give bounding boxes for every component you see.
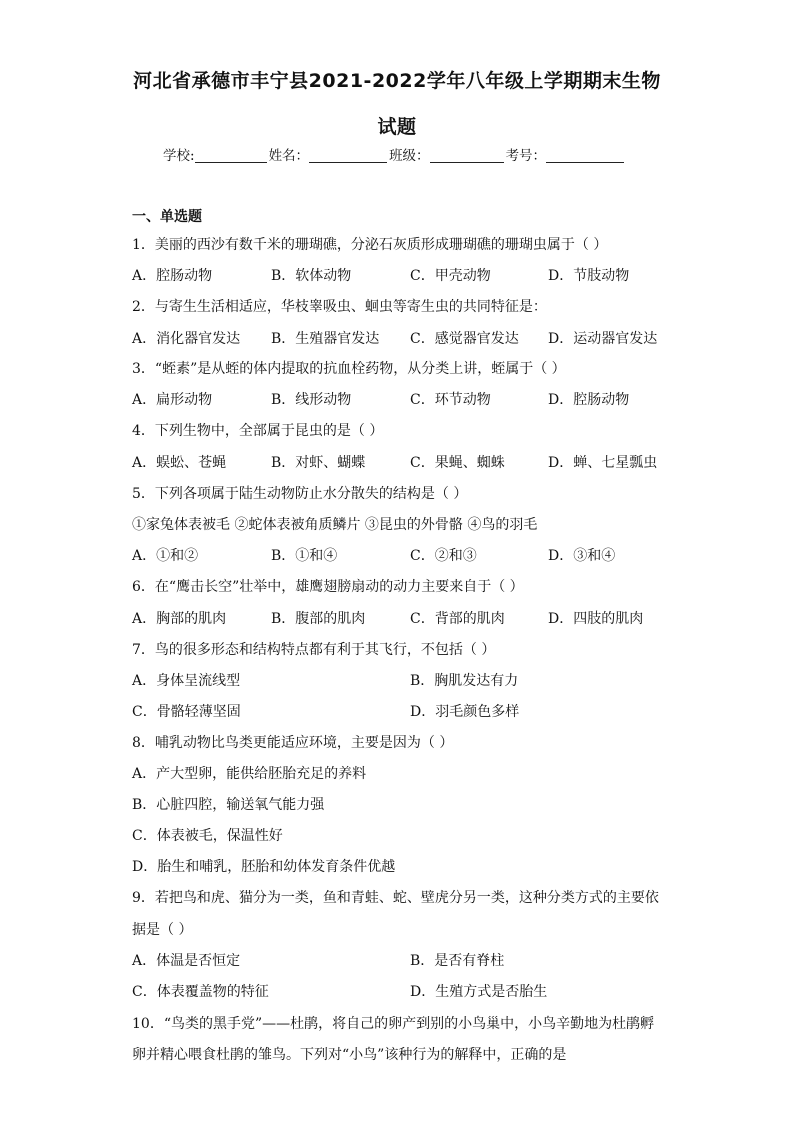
- question-9-stem-line-1: 9．若把鸟和虎、猫分为一类，鱼和青蛙、蛇、壁虎分另一类，这种分类方式的主要依: [132, 890, 659, 906]
- option-b: B．线形动物: [271, 392, 352, 408]
- question-4-stem: 4．下列生物中，全部属于昆虫的是（ ）: [132, 423, 384, 439]
- option-a: A．体温是否恒定: [132, 953, 241, 969]
- option-c: C．环节动物: [410, 392, 491, 408]
- question-2-options: [132, 328, 672, 348]
- exam-title-line-2: 试题: [377, 116, 417, 138]
- question-8-option-d: D．胎生和哺乳，胚胎和幼体发育条件优越: [132, 859, 396, 875]
- option-c: C．②和③: [410, 548, 477, 564]
- option-c: C．果蝇、蜘蛛: [410, 455, 505, 471]
- question-10-stem-line-1: 10．“鸟类的黑手党”——杜鹃，将自己的卵产到别的小鸟巢中，小鸟辛勤地为杜鹃孵: [132, 1016, 655, 1032]
- option-d: D．腔肠动物: [548, 392, 630, 408]
- option-a: A．腔肠动物: [132, 268, 213, 284]
- question-2-stem: 2．与寄生生活相适应，华枝睾吸虫、蛔虫等寄生虫的共同特征是：: [132, 299, 547, 315]
- school-blank[interactable]: [195, 148, 267, 163]
- option-b: B．①和④: [271, 548, 338, 564]
- option-a: A．蜈蚣、苍蝇: [132, 455, 227, 471]
- question-8-option-c: C．体表被毛，保温性好: [132, 828, 283, 844]
- question-9-options-row-1: [132, 950, 672, 970]
- question-9-options-row-2: [132, 981, 672, 1001]
- option-a: A．消化器官发达: [132, 331, 241, 347]
- option-b: B．胸肌发达有力: [410, 673, 519, 689]
- question-5-stem: 5．下列各项属于陆生动物防止水分散失的结构是（ ）: [132, 486, 468, 502]
- option-c: C．甲壳动物: [410, 268, 491, 284]
- class-label: 班级：: [389, 148, 430, 164]
- option-c: C．骨骼轻薄坚固: [132, 704, 241, 720]
- school-label: 学校:: [163, 148, 195, 164]
- class-blank[interactable]: [430, 148, 504, 163]
- option-c: C．感觉器官发达: [410, 331, 519, 347]
- question-5-statements: ①家兔体表被毛 ②蛇体表被角质鳞片 ③昆虫的外骨骼 ④鸟的羽毛: [132, 517, 538, 533]
- question-4-options: [132, 452, 672, 472]
- exam-title-line-1: 河北省承德市丰宁县2021-2022学年八年级上学期期末生物: [133, 70, 661, 92]
- name-blank[interactable]: [309, 148, 387, 163]
- question-7-options-row-2: [132, 701, 672, 721]
- option-b: B．软体动物: [271, 268, 352, 284]
- question-6-options: [132, 608, 672, 628]
- option-d: D．蝉、七星瓢虫: [548, 455, 658, 471]
- option-a: A．胸部的肌肉: [132, 611, 227, 627]
- question-8-stem: 8．哺乳动物比鸟类更能适应环境，主要是因为（ ）: [132, 735, 454, 751]
- question-6-stem: 6．在“鹰击长空”壮举中，雄鹰翅膀扇动的动力主要来自于（ ）: [132, 579, 524, 595]
- option-d: D．生殖方式是否胎生: [410, 984, 548, 1000]
- option-b: B．是否有脊柱: [410, 953, 505, 969]
- option-d: D．③和④: [548, 548, 616, 564]
- section-heading: 一、单选题: [132, 209, 202, 225]
- option-b: B．生殖器官发达: [271, 331, 380, 347]
- option-d: D．羽毛颜色多样: [410, 704, 520, 720]
- option-d: D．节肢动物: [548, 268, 630, 284]
- question-7-options-row-1: [132, 670, 672, 690]
- student-info-line: [163, 144, 626, 164]
- option-a: A．扁形动物: [132, 392, 213, 408]
- question-5-options: [132, 545, 672, 565]
- option-c: C．背部的肌肉: [410, 611, 505, 627]
- option-d: D．运动器官发达: [548, 331, 658, 347]
- question-3-options: [132, 389, 672, 409]
- option-b: B．腹部的肌肉: [271, 611, 366, 627]
- question-9-stem-line-2: 据是（ ）: [132, 922, 193, 938]
- option-a: A．身体呈流线型: [132, 673, 241, 689]
- number-blank[interactable]: [546, 148, 624, 163]
- option-d: D．四肢的肌肉: [548, 611, 644, 627]
- option-a: A．①和②: [132, 548, 199, 564]
- question-8-option-a: A．产大型卵，能供给胚胎充足的养料: [132, 766, 367, 782]
- question-1-stem: 1．美丽的西沙有数千米的珊瑚礁，分泌石灰质形成珊瑚礁的珊瑚虫属于（ ）: [132, 237, 608, 253]
- question-10-stem-line-2: 卵并精心喂食杜鹃的雏鸟。下列对“小鸟”该种行为的解释中，正确的是: [132, 1047, 567, 1063]
- option-c: C．体表覆盖物的特征: [132, 984, 269, 1000]
- name-label: 姓名：: [268, 148, 310, 164]
- question-8-option-b: B．心脏四腔，输送氧气能力强: [132, 797, 325, 813]
- number-label: 考号：: [505, 148, 547, 164]
- question-7-stem: 7．鸟的很多形态和结构特点都有利于其飞行，不包括（ ）: [132, 642, 496, 658]
- question-3-stem: 3．“蛭素”是从蛭的体内提取的抗血栓药物，从分类上讲，蛭属于（ ）: [132, 361, 566, 377]
- option-b: B．对虾、蝴蝶: [271, 455, 366, 471]
- question-1-options: [132, 265, 672, 285]
